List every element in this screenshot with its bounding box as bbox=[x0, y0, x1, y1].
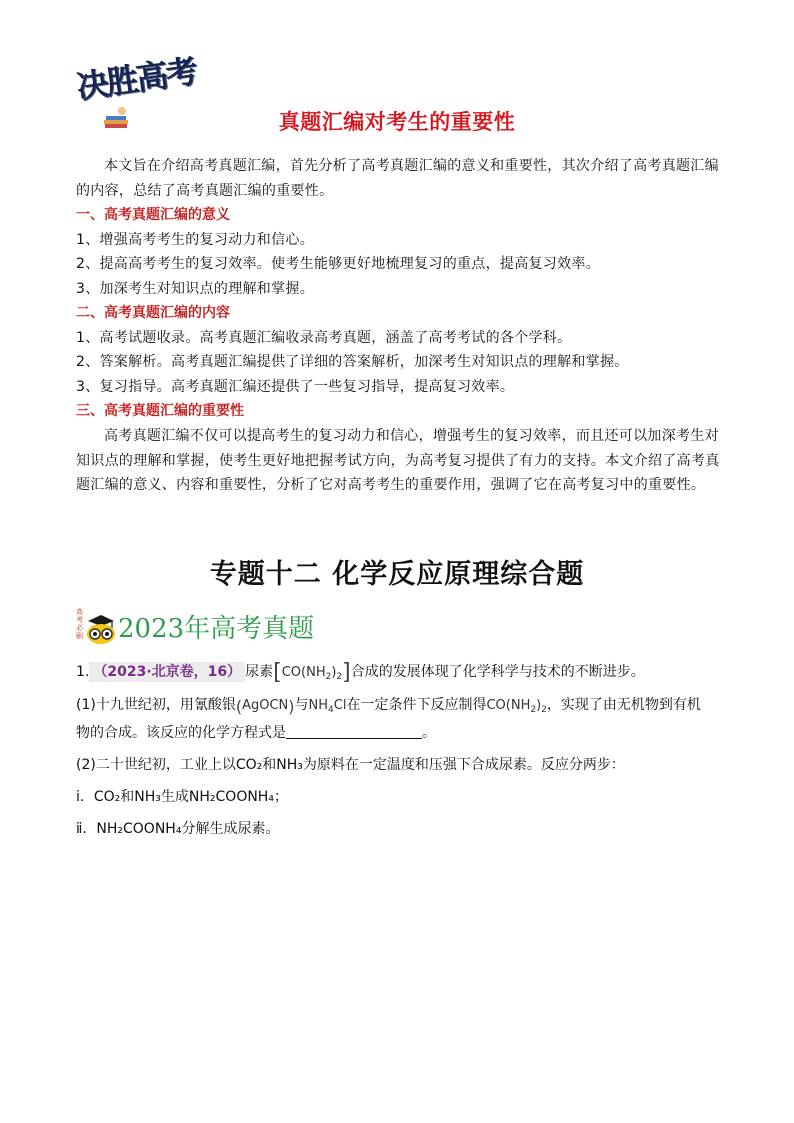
list-item: 2、提高高考考生的复习效率。使考生能够更好地梳理复习的重点，提高复习效率。 bbox=[76, 256, 601, 272]
part2-text: (2)二十世纪初，工业上以CO₂和NH₃为原料在一定温度和压强下合成尿素。反应分两步： bbox=[76, 757, 625, 773]
year-banner-text: 2023年高考真题 bbox=[118, 614, 315, 644]
topic-title: 专题十二 化学反应原理综合题 bbox=[209, 559, 585, 590]
question-stem bbox=[76, 660, 645, 685]
step-2: ⅱ．NH₂COONH₄分解生成尿素。 bbox=[76, 821, 280, 837]
list-item: 2、答案解析。高考真题汇编提供了详细的答案解析，加深考生对知识点的理解和掌握。 bbox=[76, 354, 629, 370]
banner-side-text: 高考必刷 bbox=[76, 608, 83, 640]
section-heading-3: 三、高考真题汇编的重要性 bbox=[76, 403, 244, 419]
part1-line1: (1)十九世纪初，用氰酸银(AgOCN)与$NH_4Cl$在一定条件下反应制得$CO(NH_2)_2$，实现了由无机物到有机 bbox=[76, 697, 701, 716]
urea-formula-inline: $CO(NH_2)_2$ bbox=[486, 698, 547, 715]
list-item: 1、高考试题收录。高考真题汇编收录高考真题，涵盖了高考考试的各个学科。 bbox=[76, 330, 572, 346]
question-source: （2023·北京卷，16） bbox=[89, 662, 245, 682]
list-item: 3、加深考生对知识点的理解和掌握。 bbox=[76, 281, 315, 297]
part1-line2: 物的合成。该反应的化学方程式是 。 bbox=[76, 725, 436, 741]
step-1: ⅰ．CO₂和NH₃生成NH₂COONH₄； bbox=[76, 789, 288, 805]
section-heading-1: 一、高考真题汇编的意义 bbox=[76, 207, 230, 223]
owl-mascot-icon bbox=[84, 612, 118, 646]
importance-paragraph: 高考真题汇编不仅可以提高考生的复习动力和信心，增强考生的复习效率，而且还可以加深考生对知识点的理解和掌握，使考生更好地把握考试方向，为高考复习提供了有力的支持。本文介绍了高考真题汇编的意义、内容和重要性，分析了它对高考考生的重要作用，强调了它在高考复习中的重要性。 bbox=[76, 428, 720, 493]
question-text: 尿素 bbox=[245, 664, 274, 680]
question-number: 1. bbox=[76, 664, 90, 680]
urea-formula: $[CO(NH_2)_2]$ bbox=[273, 660, 351, 685]
document-title: 真题汇编对考生的重要性 bbox=[278, 110, 516, 134]
answer-blank[interactable] bbox=[286, 724, 422, 739]
ammonium-chloride-formula: $NH_4Cl$ bbox=[308, 698, 347, 715]
list-item: 1、增强高考考生的复习动力和信心。 bbox=[76, 232, 315, 248]
question-text: 合成的发展体现了化学科学与技术的不断进步。 bbox=[350, 664, 645, 680]
logo-text: 决胜高考 bbox=[74, 51, 199, 107]
intro-paragraph: 本文旨在介绍高考真题汇编，首先分析了高考真题汇编的意义和重要性，其次介绍了高考真题汇编的内容，总结了高考真题汇编的重要性。 bbox=[76, 158, 719, 199]
silver-cyanate-formula: (AgOCN) bbox=[235, 697, 295, 716]
list-item: 3、复习指导。高考真题汇编还提供了一些复习指导，提高复习效率。 bbox=[76, 379, 515, 395]
section-heading-2: 二、高考真题汇编的内容 bbox=[76, 305, 230, 321]
